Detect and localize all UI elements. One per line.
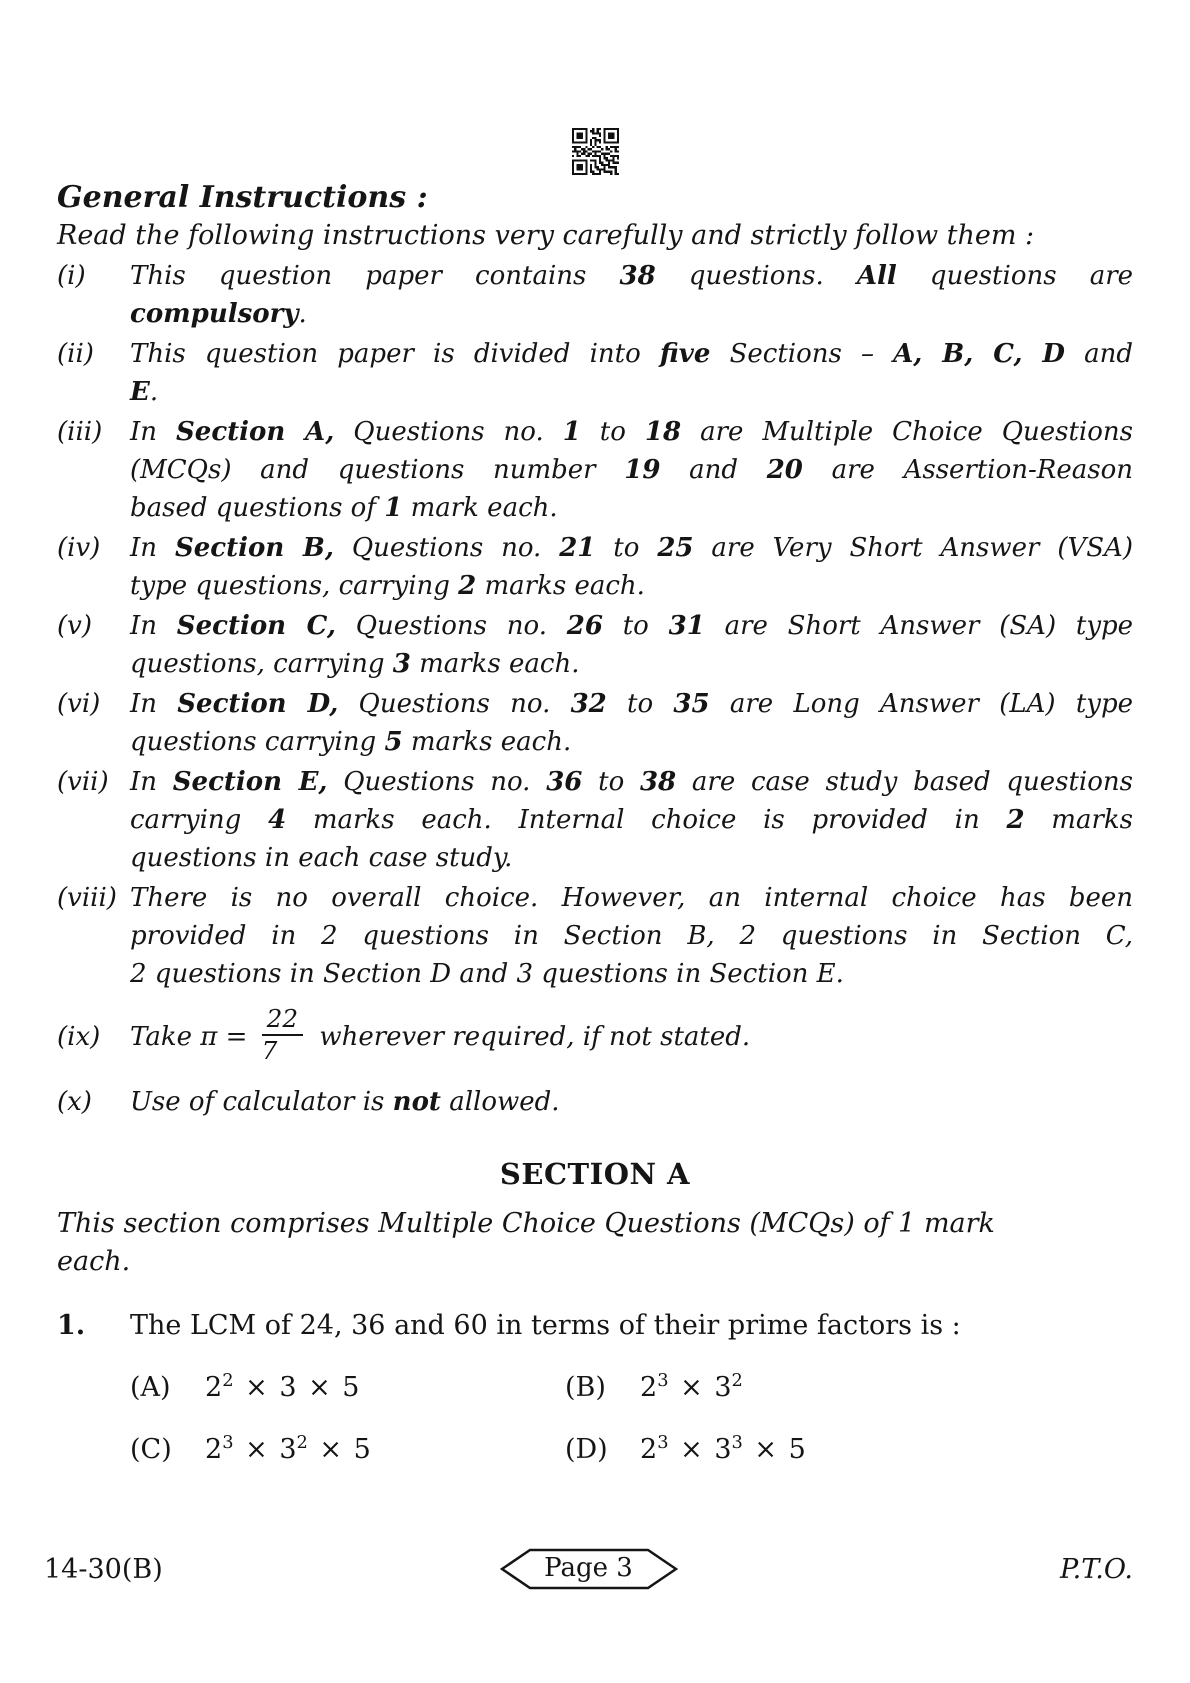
question-number: 1. — [57, 1309, 86, 1341]
instruction-item-iii — [57, 413, 1133, 527]
instruction-text: In Section A, Questions no. 1 to 18 are Multiple Choice Questions (MCQs) and questions number 19 and 20 are Assertion-Reason based questions of 1 mark each. — [130, 417, 1134, 523]
instruction-item-i — [57, 257, 1133, 333]
question-1 — [57, 1307, 1133, 1345]
question-text: The LCM of 24, 36 and 60 in terms of their prime factors is : — [130, 1309, 961, 1341]
instruction-text: This question paper contains 38 questions. All questions are compulsory. — [130, 261, 1134, 329]
page-number-badge — [500, 1548, 678, 1590]
instruction-item-vii — [57, 763, 1133, 877]
instruction-text: In Section C, Questions no. 26 to 31 are Short Answer (SA) type questions, carrying 3 marks each. — [130, 611, 1134, 679]
instruction-item-ii — [57, 335, 1133, 411]
instruction-label: (iv) — [57, 533, 101, 563]
qr-code-svg — [572, 128, 619, 175]
option-label: (D) — [565, 1433, 608, 1465]
qr-code — [57, 128, 1133, 175]
section-a-title: SECTION A — [499, 1156, 691, 1191]
instruction-item-viii — [57, 879, 1133, 993]
page-number: Page 3 — [544, 1553, 633, 1583]
instruction-text: Use of calculator is not allowed. — [130, 1086, 560, 1117]
instruction-label: (x) — [57, 1086, 92, 1117]
option-label: (A) — [130, 1371, 171, 1403]
instruction-item-x — [57, 1083, 1133, 1121]
instruction-label: (viii) — [57, 883, 117, 913]
option-d — [565, 1431, 1133, 1469]
instruction-label: (ix) — [57, 1021, 101, 1052]
option-expression: $2^3 \times 3^3 \times 5$ — [640, 1432, 806, 1465]
option-label: (C) — [130, 1433, 172, 1465]
instruction-label: (iii) — [57, 417, 103, 447]
option-expression: $2^3 \times 3^2 \times 5$ — [205, 1432, 371, 1465]
instruction-label: (ii) — [57, 339, 94, 369]
option-expression: $2^2 \times 3 \times 5$ — [205, 1370, 360, 1403]
section-a-intro: This section comprises Multiple Choice Questions (MCQs) of 1 mark each. — [57, 1207, 995, 1277]
instruction-item-vi — [57, 685, 1133, 761]
instructions-list — [57, 257, 1133, 1121]
general-instructions-heading: General Instructions : — [57, 180, 428, 215]
option-b — [565, 1369, 1133, 1407]
option-expression: $2^3 \times 3^2$ — [640, 1370, 743, 1403]
instruction-item-v — [57, 607, 1133, 683]
instruction-text: In Section E, Questions no. 36 to 38 are case study based questions carrying 4 marks each. Internal choice is provided in 2 marks questions in each case study. — [130, 767, 1133, 873]
paper-code: 14-30(B) — [44, 1553, 163, 1585]
instruction-text: There is no overall choice. However, an internal choice has been provided in 2 questions in Section B, 2 questions in Section C, 2 questions in Section D and 3 questions in Section E. — [130, 883, 1133, 989]
instruction-label: (v) — [57, 611, 92, 641]
pto-label: P.T.O. — [1059, 1553, 1133, 1585]
instruction-item-iv — [57, 529, 1133, 605]
question-1-options — [57, 1369, 1133, 1469]
instruction-label: (vi) — [57, 689, 101, 719]
instruction-item-ix — [57, 1004, 1133, 1067]
instructions-note: Read the following instructions very carefully and strictly follow them : — [57, 220, 1035, 251]
option-a — [130, 1369, 565, 1407]
instruction-text: Take π = $\frac{22}{7}$ wherever required, if not stated. — [130, 1004, 751, 1065]
instruction-text: This question paper is divided into five Sections – A, B, C, D and E. — [130, 339, 1134, 407]
instruction-text: In Section D, Questions no. 32 to 35 are Long Answer (LA) type questions carrying 5 marks each. — [130, 689, 1133, 757]
instruction-label: (vii) — [57, 767, 109, 797]
option-c — [130, 1431, 565, 1469]
option-label: (B) — [565, 1371, 606, 1403]
page-footer — [44, 1548, 1133, 1590]
instruction-label: (i) — [57, 261, 86, 291]
instruction-text: In Section B, Questions no. 21 to 25 are Very Short Answer (VSA) type questions, carrying 2 marks each. — [130, 533, 1133, 601]
